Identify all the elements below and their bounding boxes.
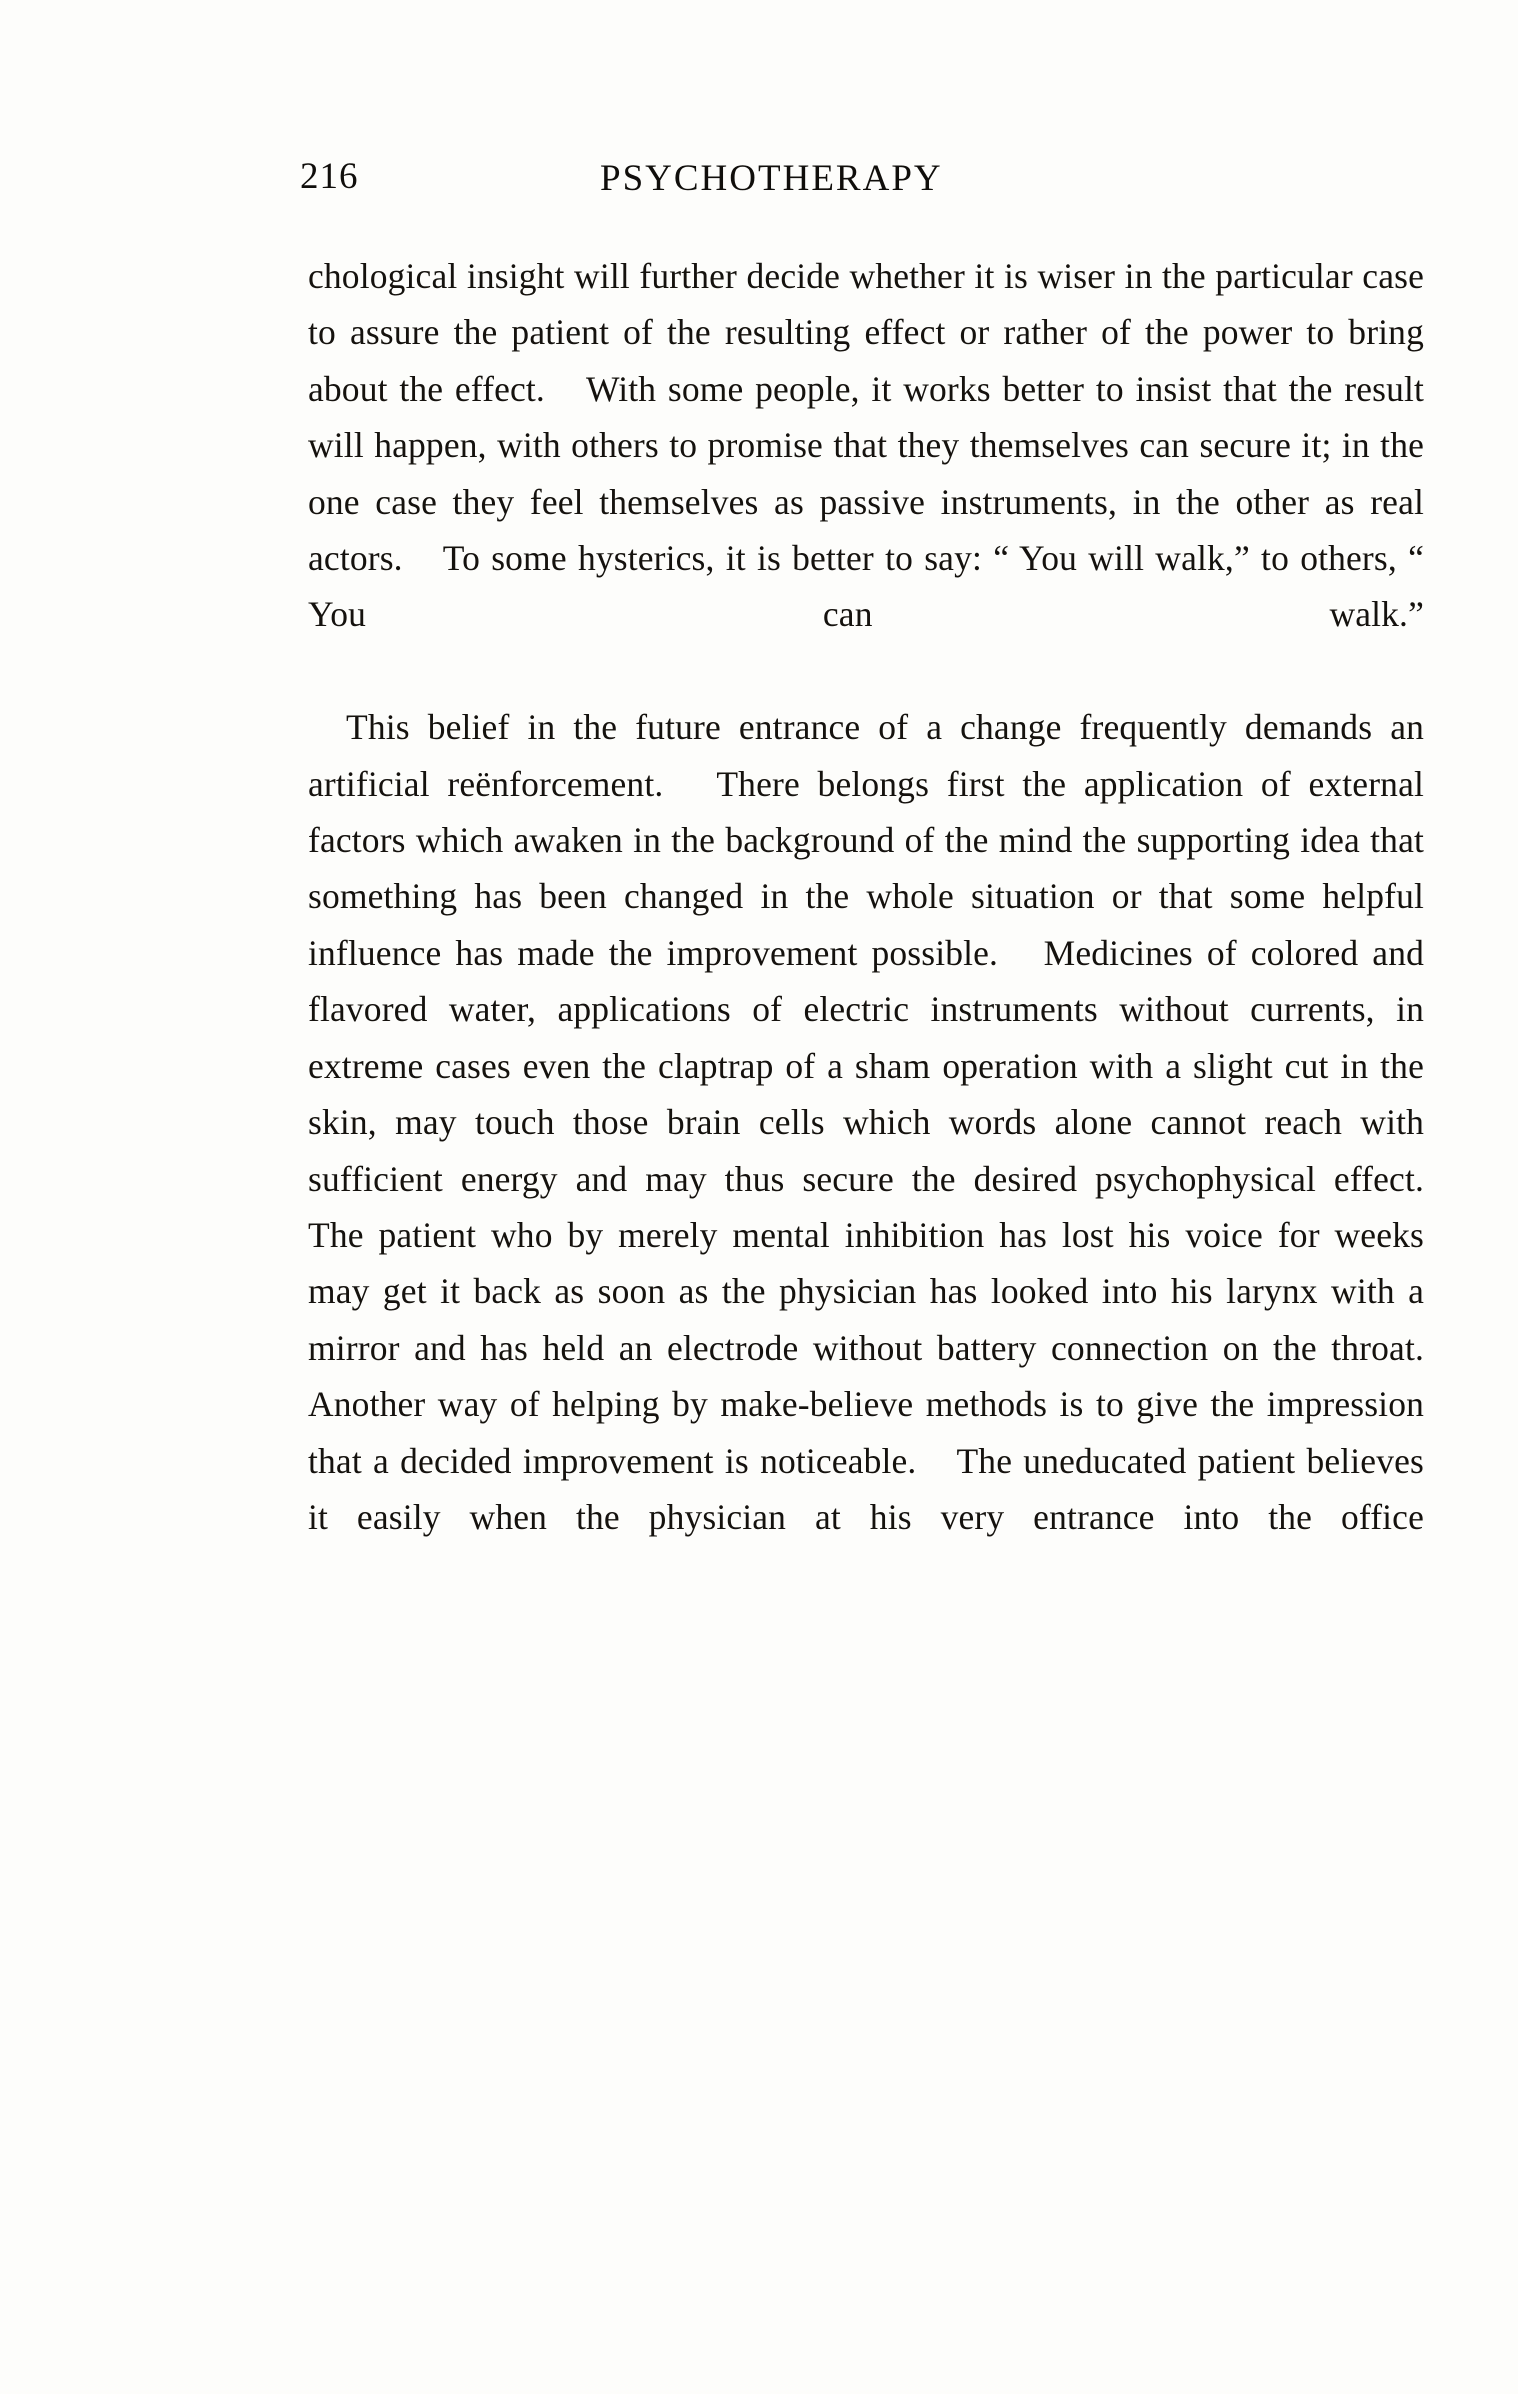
scan-speck (212, 1450, 216, 1459)
running-head-title: PSYCHOTHERAPY (600, 158, 943, 199)
scan-speck (1010, 2300, 1014, 2309)
scan-speck (1020, 2372, 1024, 2381)
scan-speck (1495, 14, 1500, 30)
scan-speck (68, 383, 72, 392)
scan-speck (1185, 2350, 1189, 2366)
paragraph-1: chological insight will further decide whether it is wiser in the particular case to assure the patient of the resulting effect or rather of the power to bring about the effect. With some people, it works better to insist that the result will happen, with others to promise that they themselves can secure it; in the one case they feel themselves as passive instruments, in the other as real actors. To some hysterics, it is better to say: “ You will walk,” to others, “ You can walk.” (308, 256, 1424, 635)
scan-speck (246, 2210, 250, 2219)
body-text (308, 248, 1460, 1602)
page-number: 216 (300, 156, 359, 197)
paragraph-2: This belief in the future entrance of a change frequently demands an artificial reënforcement. There belongs first the application of external factors which awaken in the background of the mind the supporting idea that something has been changed in the whole situation or that some helpful influence has made the improvement possible. Medicines of colored and flavored water, applications of electric instruments without currents, in extreme cases even the claptrap of a sham operation with a slight cut in the skin, may touch those brain cells which words alone cannot reach with sufficient energy and may thus secure the desired psychophysical effect. The patient who by merely mental inhibition has lost his voice for weeks may get it back as soon as the physician has looked into his larynx with a mirror and has held an electrode without battery connection on the throat. Another way of helping by make-believe methods is to give the impression that a decided improvement is noticeable. The uneducated patient believes it easily when the physician at his very entrance into the office (308, 707, 1460, 1537)
page-header (300, 155, 1420, 205)
scan-speck (80, 1115, 84, 1124)
scan-speck (680, 2375, 684, 2386)
scan-speck (372, 24, 377, 36)
scan-speck (1030, 2295, 1034, 2304)
scan-speck (52, 2050, 55, 2072)
scan-speck (1240, 60, 1244, 69)
scan-speck (90, 2382, 95, 2390)
